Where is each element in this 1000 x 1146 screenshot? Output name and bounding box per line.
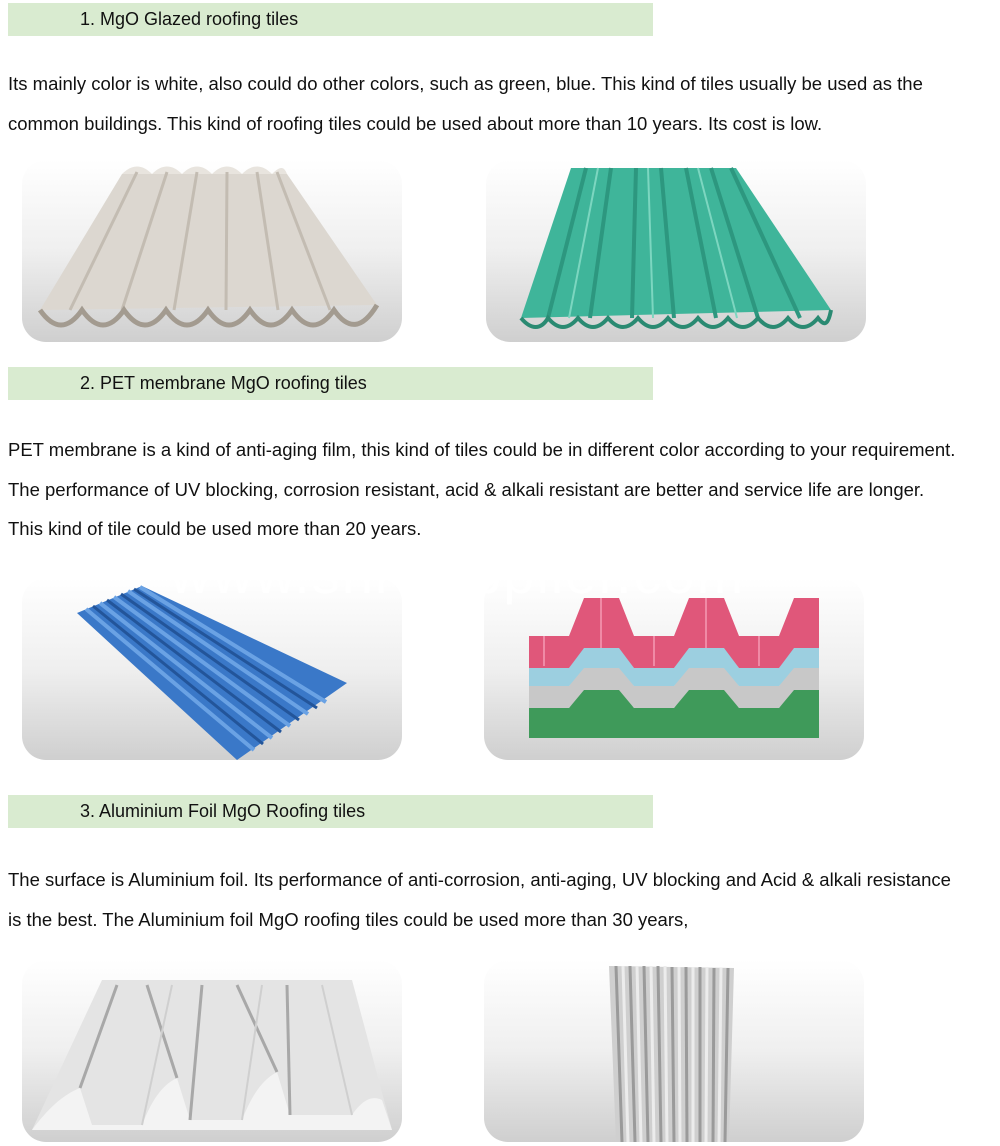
section-2-paragraph xyxy=(8,430,998,549)
blue-pet-tile-image xyxy=(22,578,402,760)
section-1-line-2: common buildings. This kind of roofing tiles could be used about more than 10 years. Its cost is low. xyxy=(8,112,823,134)
watermark: www.shi supplier.com xyxy=(170,542,746,605)
section-2-line-3: This kind of tile could be used more than 20 years. xyxy=(8,518,422,539)
section-3-line-1: The surface is Aluminium foil. Its performance of anti-corrosion, anti-aging, UV blocking and Acid & alkali resistance xyxy=(8,869,951,890)
section-2-heading: 2. PET membrane MgO roofing tiles xyxy=(8,367,653,400)
section-3-line-2: is the best. The Aluminium foil MgO roofing tiles could be used more than 30 years, xyxy=(8,908,689,930)
aluminium-trapezoid-tile-image xyxy=(22,960,402,1142)
stacked-multicolor-tile-image xyxy=(484,578,864,760)
section-2-line-2: The performance of UV blocking, corrosion resistant, acid & alkali resistant are better and service life are longer. xyxy=(8,478,925,500)
aluminium-corrugated-sheet-image xyxy=(484,960,864,1142)
white-glazed-tile-image xyxy=(22,160,402,342)
section-3-paragraph xyxy=(8,860,998,939)
section-1-line-1: Its mainly color is white, also could do other colors, such as green, blue. This kind of tiles usually be used as the xyxy=(8,73,923,94)
section-3-heading: 3. Aluminium Foil MgO Roofing tiles xyxy=(8,795,653,828)
section-2-line-1: PET membrane is a kind of anti-aging film, this kind of tiles could be in different color according to your requirement. xyxy=(8,439,956,460)
section-1-heading: 1. MgO Glazed roofing tiles xyxy=(8,3,653,36)
green-glazed-tile-image xyxy=(486,160,866,342)
section-1-paragraph xyxy=(8,64,998,143)
